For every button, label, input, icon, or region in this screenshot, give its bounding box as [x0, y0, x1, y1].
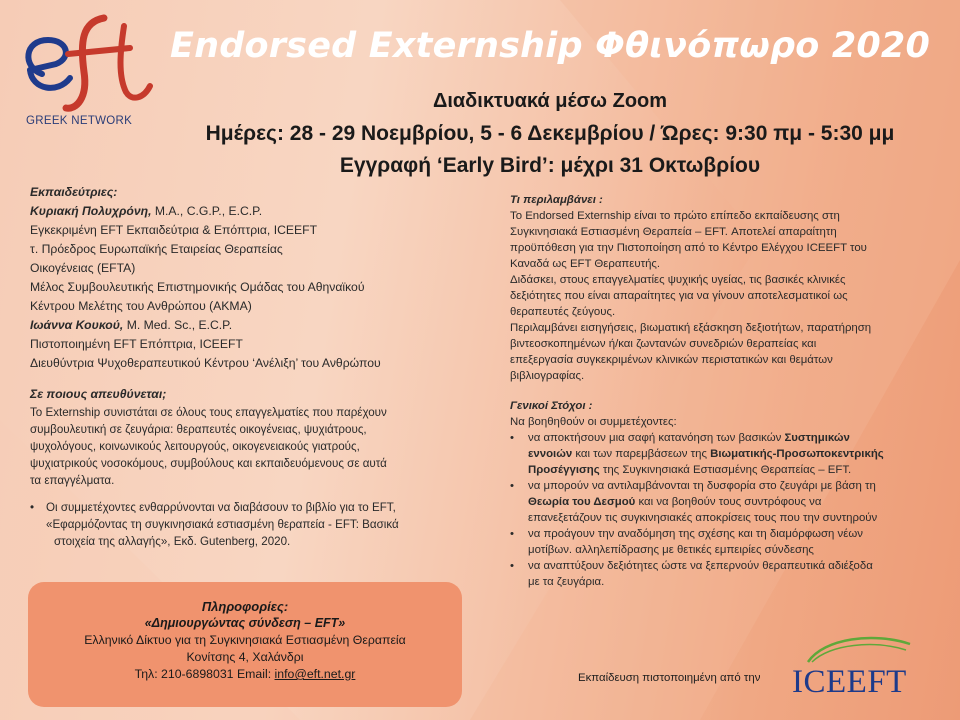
- goal-item: [510, 430, 930, 478]
- goal-text: επανεξετάζουν τις συγκινησιακές αποκρίσεις τους που την συντηρούν: [528, 512, 878, 524]
- goal-item: [510, 478, 930, 526]
- trainer1-line: τ. Πρόεδρος Ευρωπαϊκής Εταιρείας Θεραπείας: [30, 242, 283, 256]
- trainer2-line: Διευθύντρια Ψυχοθεραπευτικού Κέντρου ‘Ανέλιξη’ του Ανθρώπου: [30, 356, 381, 370]
- audience-heading: Σε ποιους απευθύνεται;: [30, 387, 167, 401]
- trainer2-header: [30, 316, 480, 335]
- goal-emphasis: εννοιών: [528, 448, 573, 460]
- info-contact: [28, 667, 462, 681]
- audience-line: τα επαγγέλματα.: [30, 474, 115, 487]
- goal-text: • να μπορούν να αντιλαμβάνονται τη δυσφορία στο ζευγάρι με βάση τη: [528, 480, 876, 492]
- contact-phone: Τηλ: 210-6898031 Email:: [134, 667, 275, 681]
- trainer1-line: Οικογένειας (EFTA): [30, 261, 136, 275]
- includes-line: προϋπόθεση για την Πιστοποίηση από το Κέντρο Ελέγχου ICEEFT του: [510, 242, 867, 254]
- goal-text: και των παρεμβάσεων της: [572, 448, 711, 460]
- goal-item: [510, 558, 930, 590]
- trainers-heading: Εκπαιδεύτριες:: [30, 185, 118, 199]
- trainer2-name: Ιωάννα Κουκού,: [30, 318, 124, 332]
- right-column: [510, 192, 930, 590]
- goal-text: της Συγκινησιακά Εστιασμένης Θεραπείας – EFT.: [599, 464, 852, 476]
- info-program: «Δημιουργώντας σύνδεση – EFT»: [144, 616, 346, 630]
- audience-line: συμβουλευτική σε ζευγάρια: θεραπευτές οικογένειας, ψυχιάτρους,: [30, 423, 367, 436]
- includes-line: δεξιότητες που είναι απαραίτητες για να γίνουν αποτελεσματικοί ως: [510, 290, 848, 302]
- bullet-line: στοιχεία της αλλαγής», Εκδ. Gutenberg, 2020.: [54, 535, 291, 548]
- subtitle-dates: Ημέρες: 28 - 29 Νοεμβρίου, 5 - 6 Δεκεμβρίου / Ώρες: 9:30 πμ - 5:30 μμ: [205, 122, 895, 145]
- bullet-line: • Οι συμμετέχοντες ενθαρρύνονται να διαβάσουν το βιβλίο για το EFT,: [46, 501, 396, 514]
- includes-line: επεξεργασία συγκεκριμένων κλινικών περιστατικών και θεμάτων: [510, 354, 833, 366]
- trainer1-line: Κέντρου Μελέτης του Ανθρώπου (ΑΚΜΑ): [30, 299, 252, 313]
- goal-text: με τα ζευγάρια.: [528, 576, 605, 588]
- page-title: Endorsed Externship Φθινόπωρο 2020: [170, 26, 931, 66]
- trainer2-degrees: M. Med. Sc., E.C.P.: [123, 318, 233, 332]
- goal-text: να αποκτήσουν μια σαφή κατανόηση των βασικών: [528, 432, 785, 444]
- includes-line: θεραπευτές ζεύγους.: [510, 306, 616, 318]
- info-address: Κονίτσης 4, Χαλάνδρι: [186, 650, 304, 664]
- goal-text: • να προάγουν την αναδόμηση της σχέσης και τη διαμόρφωση νέων: [528, 528, 863, 540]
- audience-line: ψυχιατρικούς νοσοκόμους, συμβούλους και εκπαιδευόμενους σε αυτά: [30, 457, 387, 470]
- audience-line: Το Externship συνιστάται σε όλους τους επαγγελματίες που παρέχουν: [30, 406, 387, 419]
- includes-line: βιντεοσκοπημένων ή/και ζωντανών συνεδριών θεραπείας και: [510, 338, 817, 350]
- trainer1-line: Εγκεκριμένη EFT Εκπαιδεύτρια & Επόπτρια, ICEEFT: [30, 223, 318, 237]
- goal-item: [510, 526, 930, 558]
- trainer1-name: Κυριακή Πολυχρόνη,: [30, 204, 152, 218]
- info-heading: Πληροφορίες:: [201, 599, 289, 614]
- trainer1-degrees: M.A., C.G.P., E.C.P.: [151, 204, 263, 218]
- bullet-line: «Εφαρμόζοντας τη συγκινησιακά εστιασμένη θεραπεία - EFT: Βασικά: [46, 518, 399, 531]
- goal-emphasis: Βιωματικής-Προσωποκεντρικής: [710, 448, 884, 460]
- goal-emphasis: Συστημικών: [784, 432, 850, 444]
- iceeft-wordmark: ICEEFT: [792, 664, 907, 700]
- includes-line: Το Endorsed Externship είναι το πρώτο επίπεδο εκπαίδευσης στη: [510, 210, 840, 222]
- includes-line: Διδάσκει, στους επαγγελματίες ψυχικής υγείας, τις βασικές κλινικές: [510, 274, 846, 286]
- goals-intro: Να βοηθηθούν οι συμμετέχοντες:: [510, 416, 677, 428]
- trainer1-line: Μέλος Συμβουλευτικής Επιστημονικής Ομάδας του Αθηναϊκού: [30, 280, 365, 294]
- includes-line: Συγκινησιακά Εστιασμένη Θεραπεία – EFT. Αποτελεί απαραίτητη: [510, 226, 837, 238]
- info-box: [28, 582, 462, 707]
- goals-heading: Γενικοί Στόχοι :: [510, 400, 593, 412]
- goal-text: • να αναπτύξουν δεξιότητες ώστε να ξεπερνούν θεραπευτικά αδιέξοδα: [528, 560, 873, 572]
- subtitle-early-bird: Εγγραφή ‘Early Bird’: μέχρι 31 Οκτωβρίου: [339, 154, 761, 177]
- subtitle-zoom: Διαδικτυακά μέσω Zoom: [432, 90, 668, 112]
- includes-line: Καναδά ως EFT Θεραπευτής.: [510, 258, 661, 270]
- eft-greek-network-logo: [12, 12, 162, 130]
- audience-line: ψυχολόγους, κοινωνικούς λειτουργούς, οικογενειακούς γιατρούς,: [30, 440, 360, 453]
- goal-text: μοτίβων. αλληλεπίδρασης με θετικές εμπειρίες σύνδεσης: [528, 544, 814, 556]
- includes-heading: Τι περιλαμβάνει :: [510, 194, 603, 206]
- iceeft-logo: [790, 632, 920, 702]
- info-org: Ελληνικό Δίκτυο για τη Συγκινησιακά Εστιασμένη Θεραπεία: [84, 633, 406, 647]
- left-column: [30, 183, 480, 550]
- logo-caption: GREEK NETWORK: [26, 115, 133, 127]
- book-bullet: [30, 499, 480, 550]
- goal-text: και να βοηθούν τους συντρόφους να: [635, 496, 822, 508]
- includes-line: βιβλιογραφίας.: [510, 370, 585, 382]
- trainer1-header: [30, 202, 480, 221]
- trainer2-line: Πιστοποιημένη EFT Επόπτρια, ICEEFT: [30, 337, 243, 351]
- goal-emphasis: Προσέγγισης: [528, 464, 600, 476]
- includes-line: Περιλαμβάνει εισηγήσεις, βιωματική εξάσκηση δεξιοτήτων, παρατήρηση: [510, 322, 872, 334]
- goal-emphasis: Θεωρία του Δεσμού: [528, 496, 636, 508]
- email-link[interactable]: info@eft.net.gr: [274, 667, 356, 681]
- accreditation-text: Εκπαίδευση πιστοποιημένη από την: [578, 672, 761, 684]
